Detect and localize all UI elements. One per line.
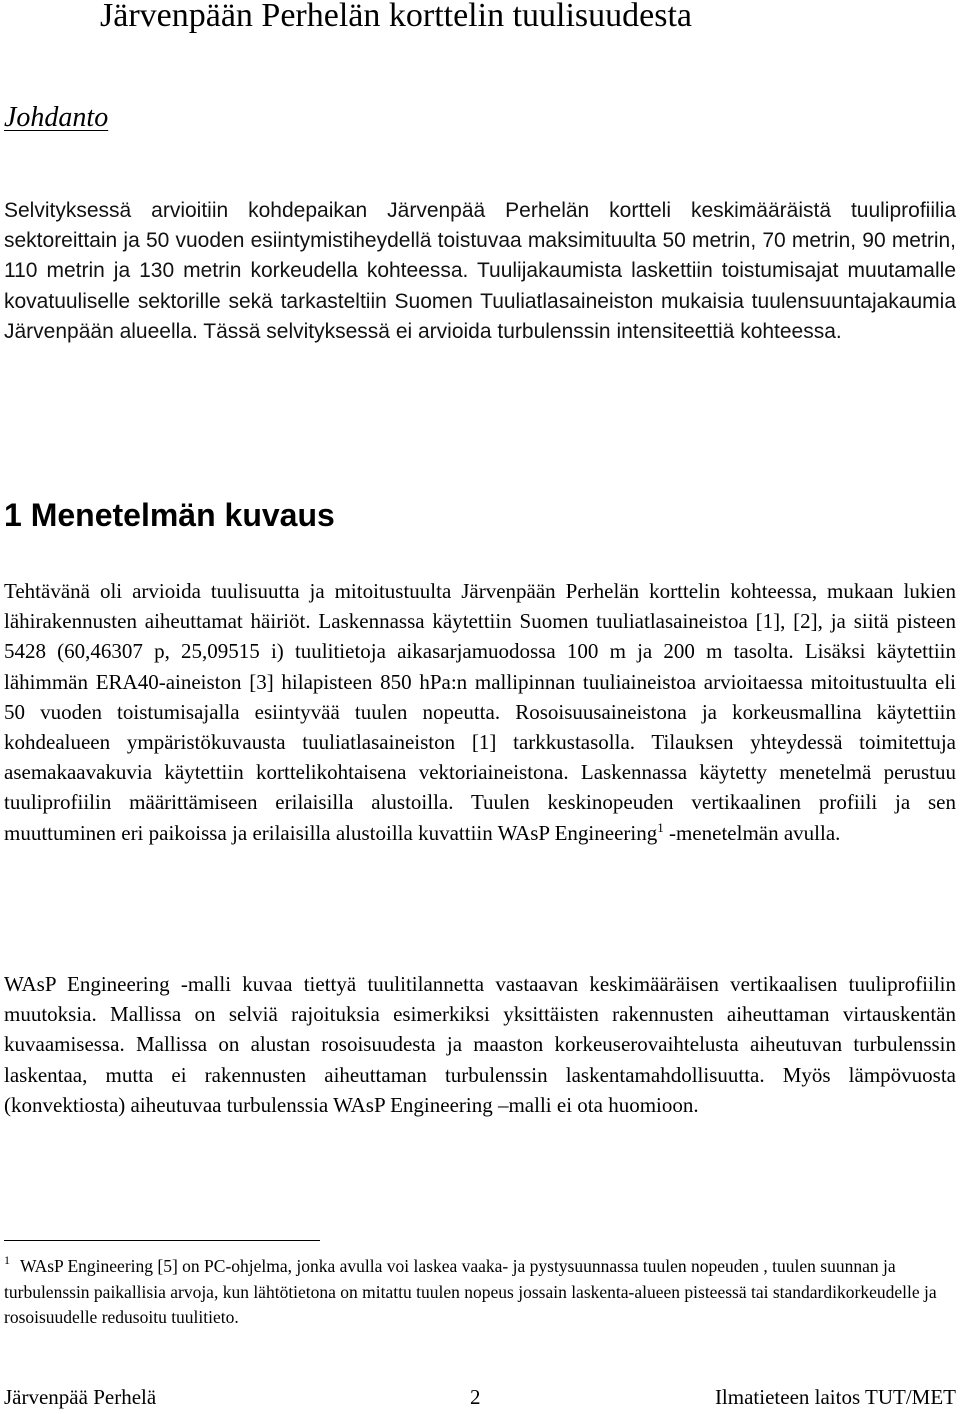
section-1-paragraph-1-tail [555,821,841,845]
footnote-number: 1 [4,1253,10,1267]
footer-location: Järvenpää Perhelä [4,1385,157,1409]
footer-page-number: 2 [470,1385,481,1409]
paragraph-ending: -menetelmän avulla. [663,820,841,845]
section-heading-1: 1 Menetelmän kuvaus [4,497,335,533]
intro-paragraph: Selvityksessä arvioitiin kohdepaikan Järvenpää Perhelän kortteli keskimääräistä tuuliprofiilia sektoreittain ja 50 vuoden esiintymistiheydellä toistuvaa maksimituulta 50 metrin, 70 metrin, 90 metrin, 110 metrin ja 130 metrin korkeudella kohteessa. Tuulijakaumista laskettiin toistumisajat muutamalle kovatuuliselle sektorille sekä tarkasteltiin Suomen Tuuliatlasaineiston mukaisia tuulensuuntajakaumia Järvenpään alueella. Tässä selvityksessä ei arvioida turbulenssin intensiteettiä kohteessa. [4,199,956,343]
engineering-word: Engineering [554,820,658,845]
section-1-paragraph-2: WAsP Engineering -malli kuvaa tiettyä tuulitilannetta vastaavan keskimääräisen vertikaalisen tuuliprofiilin muutoksia. Mallissa on selviä rajoituksia esimerkiksi yksittäisten rakennusten aiheuttaman virtauskentän kuvaamisessa. Mallissa on alustan rosoisuudesta ja maaston korkeuserovaihtelusta aiheutuvan turbulenssin laskentaa, mutta ei rakennusten aiheuttaman turbulenssin laskentamahdollisuutta. Myös lämpövuosta (konvektiosta) aiheutuvaa turbulenssia WAsP Engineering –malli ei ota huomioon. [4,972,956,1117]
footer-organization: Ilmatieteen laitos TUT/MET [714,1385,956,1409]
section-1-paragraph-1 [4,576,956,848]
section-1-paragraph-1-text: Tehtävänä oli arvioida tuulisuutta ja mitoitustuulta Järvenpään Perhelän korttelin kohteessa, mukaan lukien lähirakennusten aiheuttamat häiriöt. Laskennassa käytettiin Suomen tuuliatlasaineistoa [1], [2], ja siitä pisteen 5428 (60,46307 p, 25,09515 i) tuulitietoja aikasarjamuodossa 100 m ja 200 m tasolta. Lisäksi käytettiin lähimmän ERA40-aineiston [3] hilapisteen 850 hPa:n mallipinnan tuuliaineistoa arvioitaessa mitoitustuulta eli 50 vuoden toistumisajalla esiintyvää tuulen nopeutta. Rosoisuusaineistona ja korkeusmallina käytettiin kohdealueen ympäristökuvausta tuuliatlasaineiston [1] tarkkustasolla. Tilauksen yhteydessä toimitettuja asemakaavakuvia käytettiin korttelikohtaisena vektoriaineistona. Laskennassa käytetty menetelmä perustuu tuuliprofiilin määrittämiseen erilaisilla alustoilla. Tuulen keskinopeuden vertikaalinen profiili ja sen muuttuminen eri paikoissa ja erilaisilla alustoilla kuvattiin WAsP [4,579,956,845]
footnote-reference[interactable]: 1 [657,819,664,835]
footnote [4,1254,956,1331]
intro-heading: Johdanto [4,102,109,133]
footnote-text: WAsP Engineering [5] on PC-ohjelma, jonka avulla voi laskea vaaka- ja pystysuunnassa tuulen nopeuden , tuulen suunnan ja turbulenssin paikallisia arvoja, kun lähtötietona on mitattu tuulen nopeus jossain laskenta-alueen pisteessä tai standardikorkeudelle ja rosoisuudelle redusoitu tuulitieto. [4,1256,937,1327]
footnote-separator [4,1240,320,1241]
document-title: Järvenpään Perhelän korttelin tuulisuudesta [100,0,692,34]
